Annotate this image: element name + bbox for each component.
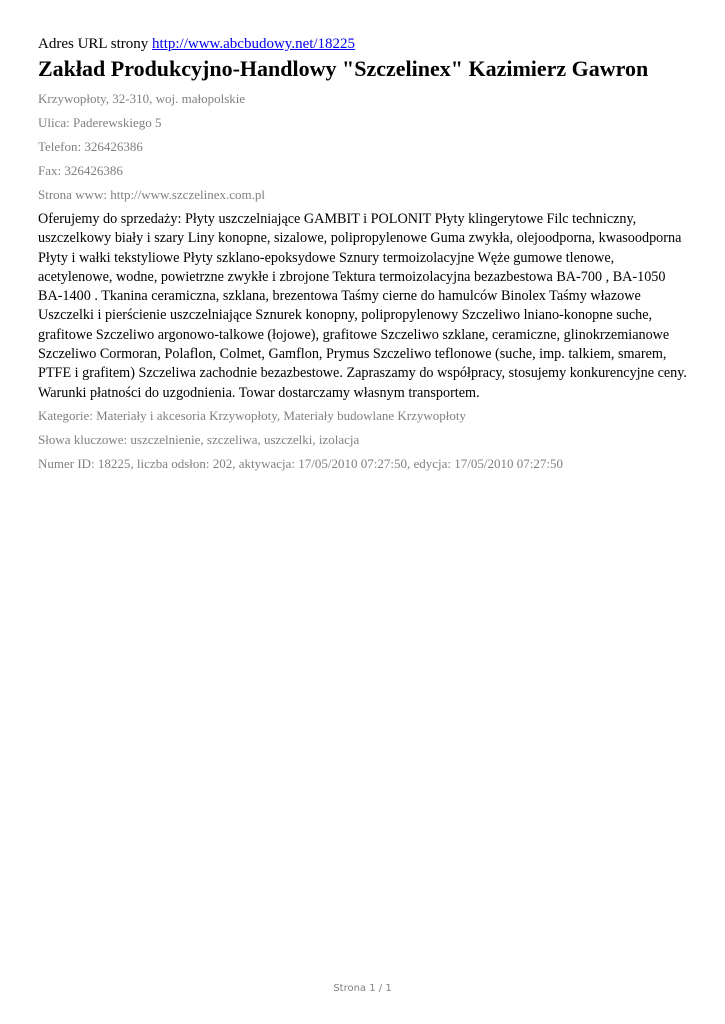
document-page	[38, 34, 688, 479]
page-number-footer: Strona 1 / 1	[333, 983, 392, 994]
record-info-line: Numer ID: 18225, liczba odsłon: 202, aktywacja: 17/05/2010 07:27:50, edycja: 17/05/2010 07:27:50	[38, 455, 563, 471]
keywords-line: Słowa kluczowe: uszczelnienie, szczeliwa, uszczelki, izolacja	[38, 431, 360, 447]
company-website: Strona www: http://www.szczelinex.com.pl	[38, 187, 265, 202]
source-url-line	[38, 34, 688, 54]
company-phone: Telefon: 326426386	[38, 139, 143, 154]
categories-line: Kategorie: Materiały i akcesoria Krzywopłoty, Materiały budowlane Krzywopłoty	[38, 407, 467, 423]
source-url-link[interactable]: http://www.abcbudowy.net/18225	[152, 36, 356, 52]
company-title: Zakład Produkcyjno-Handlowy "Szczelinex" Kazimierz Gawron	[38, 56, 649, 81]
source-url-label: Adres URL strony	[38, 36, 149, 52]
company-street: Ulica: Paderewskiego 5	[38, 115, 162, 130]
company-fax: Fax: 326426386	[38, 163, 123, 178]
company-location: Krzywopłoty, 32-310, woj. małopolskie	[38, 91, 246, 106]
offer-description: Oferujemy do sprzedaży: Płyty uszczelniające GAMBIT i POLONIT Płyty klingerytowe Filc techniczny, uszczelkowy biały i szary Liny konopne, sizalowe, polipropylenowe Guma zwykła, olejoodporna, kwasoodporna Płyty i wałki tekstyliowe Płyty szklano-epoksydowe Sznury termoizolacyjne Węże gumowe tlenowe, acetylenowe, wodne, powietrzne zwykłe i zbrojone Tektura termoizolacyjna bezazbestowa BA-700 , BA-1050 BA-1400 . Tkanina ceramiczna, szklana, brezentowa Taśmy cierne do hamulców Binolex Taśmy włazowe Uszczelki i pierścienie uszczelniające Sznurek konopny, polipropylenowy Szczeliwo lniano-konopne suche, grafitowe Szczeliwo argonowo-talkowe (łojowe), grafitowe Szczeliwo szklane, ceramiczne, glinokrzemianowe Szczeliwo Cormoran, Polaflon, Colmet, Gamflon, Prymus Szczeliwo teflonowe (suche, imp. talkiem, smarem, PTFE i grafitem) Szczeliwa zachodnie bezazbestowe. Zapraszamy do współpracy, stosujemy konkurencyjne ceny. Warunki płatności do uzgodnienia. Towar dostarczamy własnym transportem.	[38, 211, 687, 401]
